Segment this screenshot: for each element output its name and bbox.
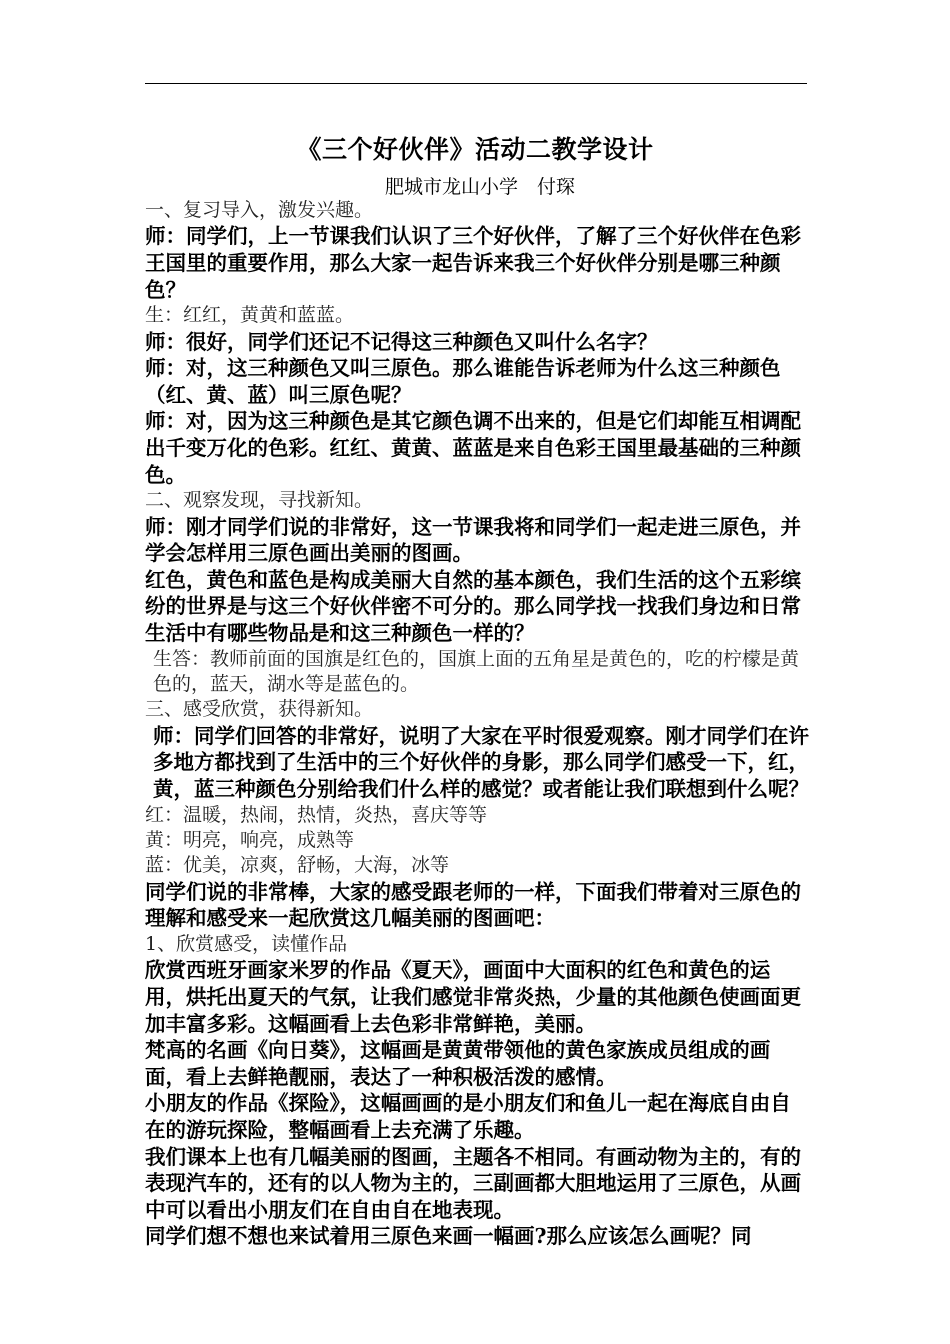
paragraph: 红色，黄色和蓝色是构成美丽大自然的基本颜色，我们生活的这个五彩缤纷的世界是与这三个好伙伴密不可分的。那么同学找一找我们身边和日常生活中有哪些物品是和这三种颜色一样的？ <box>145 567 801 645</box>
paragraph: 三、感受欣赏，获得新知。 <box>145 698 374 721</box>
paragraph: 欣赏西班牙画家米罗的作品《夏天》，画面中大面积的红色和黄色的运用，烘托出夏天的气氛，让我们感觉非常炎热，少量的其他颜色使画面更加丰富多彩。这幅画看上去色彩非常鲜艳，美丽。 <box>145 958 801 1036</box>
paragraph: 师：对，这三种颜色又叫三原色。那么谁能告诉老师为什么这三种颜色（红、黄、蓝）叫三原色呢？ <box>145 356 781 407</box>
paragraph: 师：很好，同学们还记不记得这三种颜色又叫什么名字？ <box>145 329 658 354</box>
paragraph: 同学们说的非常棒，大家的感受跟老师的一样，下面我们带着对三原色的理解和感受来一起欣赏这几幅美丽的图画吧： <box>145 879 801 931</box>
paragraph: 生：红红，黄黄和蓝蓝。 <box>145 304 355 327</box>
paragraph: 黄：明亮，响亮，成熟等 <box>145 828 355 851</box>
paragraph: 一、复习导入，激发兴趣。 <box>145 199 374 221</box>
paragraph: 红：温暖，热闹，热情，炎热，喜庆等等 <box>145 803 488 826</box>
document-title: 《三个好伙伴》活动二教学设计 <box>296 135 654 164</box>
paragraph: 二、观察发现，寻找新知。 <box>145 489 374 512</box>
paragraph: 1、欣赏感受，读懂作品 <box>145 932 348 955</box>
header-rule <box>145 83 807 84</box>
paragraph: 小朋友的作品《探险》，这幅画画的是小朋友们和鱼儿一起在海底自由自在的游玩探险，整幅画看上去充满了乐趣。 <box>145 1091 791 1142</box>
paragraph: 师：刚才同学们说的非常好，这一节课我将和同学们一起走进三原色，并学会怎样用三原色画出美丽的图画。 <box>145 514 801 566</box>
paragraph: 师：同学们回答的非常好，说明了大家在平时很爱观察。刚才同学们在许多地方都找到了生活中的三个好伙伴的身影，那么同学们感受一下，红，黄，蓝三种颜色分别给我们什么样的感觉？或者能让我们联想到什么呢？ <box>153 723 809 801</box>
document-body <box>145 198 810 1250</box>
paragraph: 同学们想不想也来试着用三原色来画一幅画?那么应该怎么画呢？同 <box>145 1224 752 1249</box>
document-author: 肥城市龙山小学 付琛 <box>384 176 575 198</box>
paragraph: 我们课本上也有几幅美丽的图画，主题各不相同。有画动物为主的，有的表现汽车的，还有的以人物为主的，三副画都大胆地运用了三原色，从画中可以看出小朋友们在自由自在地表现。 <box>145 1144 801 1222</box>
paragraph: 师：对，因为这三种颜色是其它颜色调不出来的，但是它们却能互相调配出千变万化的色彩。红红、黄黄、蓝蓝是来自色彩王国里最基础的三种颜色。 <box>145 409 801 487</box>
paragraph: 生答：教师前面的国旗是红色的，国旗上面的五角星是黄色的，吃的柠檬是黄色的，蓝天，湖水等是蓝色的。 <box>153 647 800 695</box>
paragraph: 梵高的名画《向日葵》，这幅画是黄黄带领他的黄色家族成员组成的画面，看上去鲜艳靓丽，表达了一种积极活泼的感情。 <box>145 1038 771 1089</box>
paragraph: 师：同学们，上一节课我们认识了三个好伙伴，了解了三个好伙伴在色彩王国里的重要作用，那么大家一起告诉来我三个好伙伴分别是哪三种颜色？ <box>145 224 801 302</box>
paragraph: 蓝：优美，凉爽，舒畅，大海，冰等 <box>145 854 450 877</box>
